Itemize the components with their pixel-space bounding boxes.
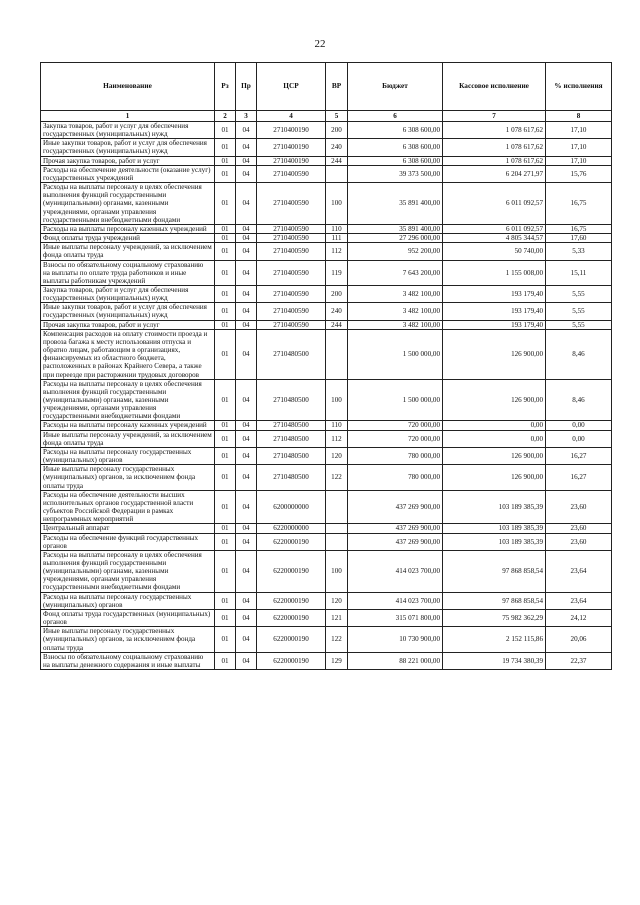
cell-cash: 1 155 008,00	[443, 260, 546, 285]
cell-rz: 01	[215, 524, 236, 533]
cell-vr: 240	[326, 303, 348, 320]
cell-csr: 6220000190	[257, 592, 326, 609]
cell-rz: 01	[215, 285, 236, 302]
cell-rz: 01	[215, 379, 236, 421]
table-row	[41, 379, 612, 421]
cell-budget: 780 000,00	[348, 447, 443, 464]
table-row	[41, 165, 612, 182]
cell-vr: 110	[326, 224, 348, 233]
cell-pr: 04	[236, 652, 257, 669]
table-row	[41, 260, 612, 285]
cell-csr: 2710400590	[257, 320, 326, 329]
cell-percent: 15,76	[546, 165, 612, 182]
cell-percent: 5,55	[546, 285, 612, 302]
header-name: Наименование	[41, 63, 215, 111]
cell-cash: 97 868 858,54	[443, 592, 546, 609]
cell-name: Расходы на выплаты персоналу в целях обеспечения выполнения функций государственными (муниципальными) органами, казенными учреждениями, органами управления государственными внебюджетными фондами	[41, 183, 215, 225]
cell-name: Иные закупки товаров, работ и услуг для обеспечения государственных (муниципальных) нужд	[41, 139, 215, 156]
cell-budget: 35 891 400,00	[348, 183, 443, 225]
cell-csr: 6220000000	[257, 524, 326, 533]
cell-cash: 103 189 385,39	[443, 524, 546, 533]
cell-name: Расходы на обеспечение деятельности высших исполнительных органов государственной власти субъектов Российской Федерации в рамках непрограммных мероприятий	[41, 490, 215, 524]
cell-csr: 2710400590	[257, 260, 326, 285]
cell-pr: 04	[236, 285, 257, 302]
cell-name: Расходы на выплаты персоналу казенных учреждений	[41, 224, 215, 233]
cell-percent: 16,27	[546, 447, 612, 464]
cell-rz: 01	[215, 533, 236, 550]
header-budget: Бюджет	[348, 63, 443, 111]
cell-name: Закупка товаров, работ и услуг для обеспечения государственных (муниципальных) нужд	[41, 122, 215, 139]
cell-name: Центральный аппарат	[41, 524, 215, 533]
cell-name: Фонд оплаты труда государственных (муниципальных) органов	[41, 609, 215, 626]
cell-csr: 2710480500	[257, 329, 326, 379]
table-row	[41, 652, 612, 669]
cell-name: Прочая закупка товаров, работ и услуг	[41, 320, 215, 329]
cell-percent: 16,75	[546, 183, 612, 225]
cell-csr: 6220000190	[257, 533, 326, 550]
cell-pr: 04	[236, 533, 257, 550]
cell-percent: 15,11	[546, 260, 612, 285]
table-row	[41, 465, 612, 490]
cell-percent: 17,10	[546, 139, 612, 156]
cell-budget: 6 308 600,00	[348, 156, 443, 165]
table-row	[41, 524, 612, 533]
cell-csr: 6220000190	[257, 609, 326, 626]
cell-percent: 23,64	[546, 592, 612, 609]
cell-rz: 01	[215, 447, 236, 464]
cell-rz: 01	[215, 234, 236, 243]
cell-cash: 6 011 092,57	[443, 183, 546, 225]
cell-csr: 2710480500	[257, 447, 326, 464]
cell-budget: 10 730 900,00	[348, 627, 443, 652]
cell-name: Иные закупки товаров, работ и услуг для обеспечения государственных (муниципальных) нужд	[41, 303, 215, 320]
cell-name: Взносы по обязательному социальному страхованию на выплаты по оплате труда работников и иные выплаты работникам учреждений	[41, 260, 215, 285]
cell-name: Закупка товаров, работ и услуг для обеспечения государственных (муниципальных) нужд	[41, 285, 215, 302]
cell-percent: 23,64	[546, 550, 612, 592]
table-row	[41, 592, 612, 609]
cell-percent: 17,10	[546, 156, 612, 165]
cell-rz: 01	[215, 243, 236, 260]
cell-pr: 04	[236, 490, 257, 524]
table-row	[41, 224, 612, 233]
cell-pr: 04	[236, 421, 257, 430]
cell-cash: 126 900,00	[443, 465, 546, 490]
cell-percent: 17,60	[546, 234, 612, 243]
cell-cash: 0,00	[443, 430, 546, 447]
table-row	[41, 609, 612, 626]
column-number: 2	[215, 111, 236, 122]
cell-pr: 04	[236, 550, 257, 592]
cell-csr: 6200000000	[257, 490, 326, 524]
cell-csr: 2710400590	[257, 165, 326, 182]
cell-csr: 2710400190	[257, 139, 326, 156]
table-row	[41, 550, 612, 592]
cell-pr: 04	[236, 122, 257, 139]
cell-rz: 01	[215, 421, 236, 430]
cell-cash: 6 011 092,57	[443, 224, 546, 233]
cell-budget: 6 308 600,00	[348, 122, 443, 139]
cell-percent: 0,00	[546, 430, 612, 447]
cell-cash: 126 900,00	[443, 379, 546, 421]
header-pr: Пр	[236, 63, 257, 111]
cell-csr: 2710400590	[257, 234, 326, 243]
cell-budget: 780 000,00	[348, 465, 443, 490]
cell-vr	[326, 329, 348, 379]
header-csr: ЦСР	[257, 63, 326, 111]
cell-budget: 952 200,00	[348, 243, 443, 260]
cell-rz: 01	[215, 303, 236, 320]
cell-cash: 193 179,40	[443, 303, 546, 320]
table-row	[41, 303, 612, 320]
cell-cash: 193 179,40	[443, 285, 546, 302]
cell-rz: 01	[215, 465, 236, 490]
cell-rz: 01	[215, 490, 236, 524]
cell-rz: 01	[215, 183, 236, 225]
header-rz: Рз	[215, 63, 236, 111]
cell-csr: 2710480500	[257, 421, 326, 430]
cell-percent: 5,55	[546, 320, 612, 329]
cell-budget: 437 269 900,00	[348, 533, 443, 550]
cell-vr: 111	[326, 234, 348, 243]
cell-pr: 04	[236, 320, 257, 329]
cell-name: Иные выплаты персоналу учреждений, за исключением фонда оплаты труда	[41, 430, 215, 447]
table-row	[41, 490, 612, 524]
cell-vr: 121	[326, 609, 348, 626]
cell-rz: 01	[215, 329, 236, 379]
cell-vr: 200	[326, 122, 348, 139]
cell-cash: 1 078 617,62	[443, 156, 546, 165]
cell-csr: 2710400590	[257, 303, 326, 320]
cell-name: Расходы на выплаты персоналу государственных (муниципальных) органов	[41, 447, 215, 464]
cell-csr: 2710480500	[257, 465, 326, 490]
table-row	[41, 430, 612, 447]
cell-cash: 6 204 271,97	[443, 165, 546, 182]
cell-budget: 27 296 000,00	[348, 234, 443, 243]
cell-csr: 2710400190	[257, 156, 326, 165]
table-row	[41, 139, 612, 156]
table-row	[41, 627, 612, 652]
cell-csr: 2710400190	[257, 122, 326, 139]
cell-name: Компенсация расходов на оплату стоимости проезда и провоза багажа к месту использования отпуска и обратно лицам, работающим в организациях, финансируемых из областного бюджета, расположенных в районах Крайнего Севера, а также при переезде при расторжении трудовых договоров	[41, 329, 215, 379]
cell-cash: 50 740,00	[443, 243, 546, 260]
cell-budget: 39 373 500,00	[348, 165, 443, 182]
cell-cash: 97 868 858,54	[443, 550, 546, 592]
header-vr: ВР	[326, 63, 348, 111]
cell-rz: 01	[215, 627, 236, 652]
cell-budget: 3 482 100,00	[348, 285, 443, 302]
cell-percent: 23,60	[546, 490, 612, 524]
cell-rz: 01	[215, 652, 236, 669]
cell-name: Иные выплаты персоналу государственных (муниципальных) органов, за исключением фонда оплаты труда	[41, 627, 215, 652]
cell-pr: 04	[236, 303, 257, 320]
cell-csr: 6220000190	[257, 627, 326, 652]
page-number: 22	[314, 38, 326, 50]
cell-vr: 120	[326, 447, 348, 464]
cell-budget: 1 500 000,00	[348, 379, 443, 421]
cell-rz: 01	[215, 320, 236, 329]
cell-vr	[326, 524, 348, 533]
cell-percent: 8,46	[546, 379, 612, 421]
cell-cash: 126 900,00	[443, 447, 546, 464]
cell-percent: 20,06	[546, 627, 612, 652]
cell-cash: 1 078 617,62	[443, 139, 546, 156]
cell-pr: 04	[236, 243, 257, 260]
table-row	[41, 122, 612, 139]
column-number: 3	[236, 111, 257, 122]
cell-budget: 437 269 900,00	[348, 524, 443, 533]
table-row	[41, 156, 612, 165]
cell-name: Иные выплаты персоналу учреждений, за исключением фонда оплаты труда	[41, 243, 215, 260]
cell-vr: 100	[326, 550, 348, 592]
cell-vr: 240	[326, 139, 348, 156]
cell-name: Расходы на обеспечение функций государственных органов	[41, 533, 215, 550]
cell-percent: 0,00	[546, 421, 612, 430]
column-number: 8	[546, 111, 612, 122]
cell-pr: 04	[236, 156, 257, 165]
column-number: 6	[348, 111, 443, 122]
cell-rz: 01	[215, 156, 236, 165]
table-row	[41, 285, 612, 302]
column-number: 7	[443, 111, 546, 122]
cell-budget: 720 000,00	[348, 421, 443, 430]
cell-csr: 6220000190	[257, 550, 326, 592]
cell-csr: 2710400590	[257, 183, 326, 225]
cell-budget: 88 221 000,00	[348, 652, 443, 669]
cell-rz: 01	[215, 165, 236, 182]
table-row	[41, 421, 612, 430]
cell-budget: 35 891 400,00	[348, 224, 443, 233]
column-number-row	[41, 111, 612, 122]
cell-pr: 04	[236, 524, 257, 533]
cell-rz: 01	[215, 430, 236, 447]
cell-vr	[326, 165, 348, 182]
cell-budget: 6 308 600,00	[348, 139, 443, 156]
cell-name: Расходы на выплаты персоналу в целях обеспечения выполнения функций государственными (муниципальными) органами, казенными учреждениями, органами управления государственными внебюджетными фондами	[41, 379, 215, 421]
cell-name: Взносы по обязательному социальному страхованию на выплаты денежного содержания и иные выплаты	[41, 652, 215, 669]
cell-cash: 75 982 362,29	[443, 609, 546, 626]
cell-rz: 01	[215, 609, 236, 626]
cell-percent: 16,27	[546, 465, 612, 490]
cell-cash: 19 734 380,39	[443, 652, 546, 669]
cell-budget: 315 071 800,00	[348, 609, 443, 626]
cell-pr: 04	[236, 379, 257, 421]
cell-vr: 100	[326, 379, 348, 421]
cell-percent: 23,60	[546, 524, 612, 533]
cell-cash: 103 189 385,39	[443, 533, 546, 550]
cell-rz: 01	[215, 260, 236, 285]
cell-vr: 244	[326, 320, 348, 329]
cell-percent: 16,75	[546, 224, 612, 233]
cell-name: Расходы на выплаты персоналу в целях обеспечения выполнения функций государственными (муниципальными) органами, казенными учреждениями, органами управления государственными внебюджетными фондами	[41, 550, 215, 592]
cell-rz: 01	[215, 550, 236, 592]
cell-rz: 01	[215, 592, 236, 609]
cell-budget: 414 023 700,00	[348, 550, 443, 592]
cell-percent: 8,46	[546, 329, 612, 379]
cell-csr: 2710400590	[257, 243, 326, 260]
cell-pr: 04	[236, 447, 257, 464]
cell-pr: 04	[236, 139, 257, 156]
cell-name: Расходы на выплаты персоналу государственных (муниципальных) органов	[41, 592, 215, 609]
cell-cash: 2 152 115,86	[443, 627, 546, 652]
cell-vr	[326, 490, 348, 524]
cell-budget: 414 023 700,00	[348, 592, 443, 609]
cell-rz: 01	[215, 122, 236, 139]
cell-csr: 2710480500	[257, 430, 326, 447]
cell-vr: 112	[326, 243, 348, 260]
table-row	[41, 329, 612, 379]
cell-pr: 04	[236, 329, 257, 379]
cell-pr: 04	[236, 224, 257, 233]
cell-cash: 193 179,40	[443, 320, 546, 329]
cell-budget: 3 482 100,00	[348, 303, 443, 320]
cell-name: Расходы на обеспечение деятельности (оказание услуг) государственных учреждений	[41, 165, 215, 182]
cell-csr: 2710400590	[257, 224, 326, 233]
cell-vr: 112	[326, 430, 348, 447]
cell-pr: 04	[236, 430, 257, 447]
table-row	[41, 447, 612, 464]
cell-name: Прочая закупка товаров, работ и услуг	[41, 156, 215, 165]
cell-pr: 04	[236, 234, 257, 243]
table-row	[41, 533, 612, 550]
cell-vr: 244	[326, 156, 348, 165]
cell-pr: 04	[236, 609, 257, 626]
cell-name: Фонд оплаты труда учреждений	[41, 234, 215, 243]
cell-vr: 120	[326, 592, 348, 609]
cell-vr: 122	[326, 627, 348, 652]
column-number: 4	[257, 111, 326, 122]
table-row	[41, 183, 612, 225]
cell-cash: 103 189 385,39	[443, 490, 546, 524]
column-number: 5	[326, 111, 348, 122]
cell-vr	[326, 533, 348, 550]
cell-pr: 04	[236, 183, 257, 225]
cell-csr: 2710480500	[257, 379, 326, 421]
cell-budget: 1 500 000,00	[348, 329, 443, 379]
cell-name: Расходы на выплаты персоналу казенных учреждений	[41, 421, 215, 430]
column-number: 1	[41, 111, 215, 122]
cell-budget: 3 482 100,00	[348, 320, 443, 329]
table-row	[41, 234, 612, 243]
cell-percent: 24,12	[546, 609, 612, 626]
cell-pr: 04	[236, 165, 257, 182]
cell-cash: 1 078 617,62	[443, 122, 546, 139]
cell-budget: 437 269 900,00	[348, 490, 443, 524]
cell-vr: 129	[326, 652, 348, 669]
cell-name: Иные выплаты персоналу государственных (муниципальных) органов, за исключением фонда оплаты труда	[41, 465, 215, 490]
cell-vr: 110	[326, 421, 348, 430]
cell-percent: 5,55	[546, 303, 612, 320]
cell-vr: 200	[326, 285, 348, 302]
cell-budget: 7 643 200,00	[348, 260, 443, 285]
cell-pr: 04	[236, 260, 257, 285]
cell-cash: 0,00	[443, 421, 546, 430]
budget-table	[40, 62, 612, 670]
table-row	[41, 243, 612, 260]
cell-percent: 23,60	[546, 533, 612, 550]
cell-cash: 126 900,00	[443, 329, 546, 379]
cell-vr: 122	[326, 465, 348, 490]
cell-pr: 04	[236, 592, 257, 609]
cell-pr: 04	[236, 465, 257, 490]
header-row	[41, 63, 612, 111]
cell-csr: 6220000190	[257, 652, 326, 669]
cell-pr: 04	[236, 627, 257, 652]
cell-csr: 2710400590	[257, 285, 326, 302]
cell-rz: 01	[215, 139, 236, 156]
cell-cash: 4 805 344,57	[443, 234, 546, 243]
header-cash: Кассовое исполнение	[443, 63, 546, 111]
cell-vr: 119	[326, 260, 348, 285]
cell-percent: 5,33	[546, 243, 612, 260]
cell-vr: 100	[326, 183, 348, 225]
cell-budget: 720 000,00	[348, 430, 443, 447]
cell-rz: 01	[215, 224, 236, 233]
header-percent: % исполнения	[546, 63, 612, 111]
cell-percent: 17,10	[546, 122, 612, 139]
table-row	[41, 320, 612, 329]
cell-percent: 22,37	[546, 652, 612, 669]
